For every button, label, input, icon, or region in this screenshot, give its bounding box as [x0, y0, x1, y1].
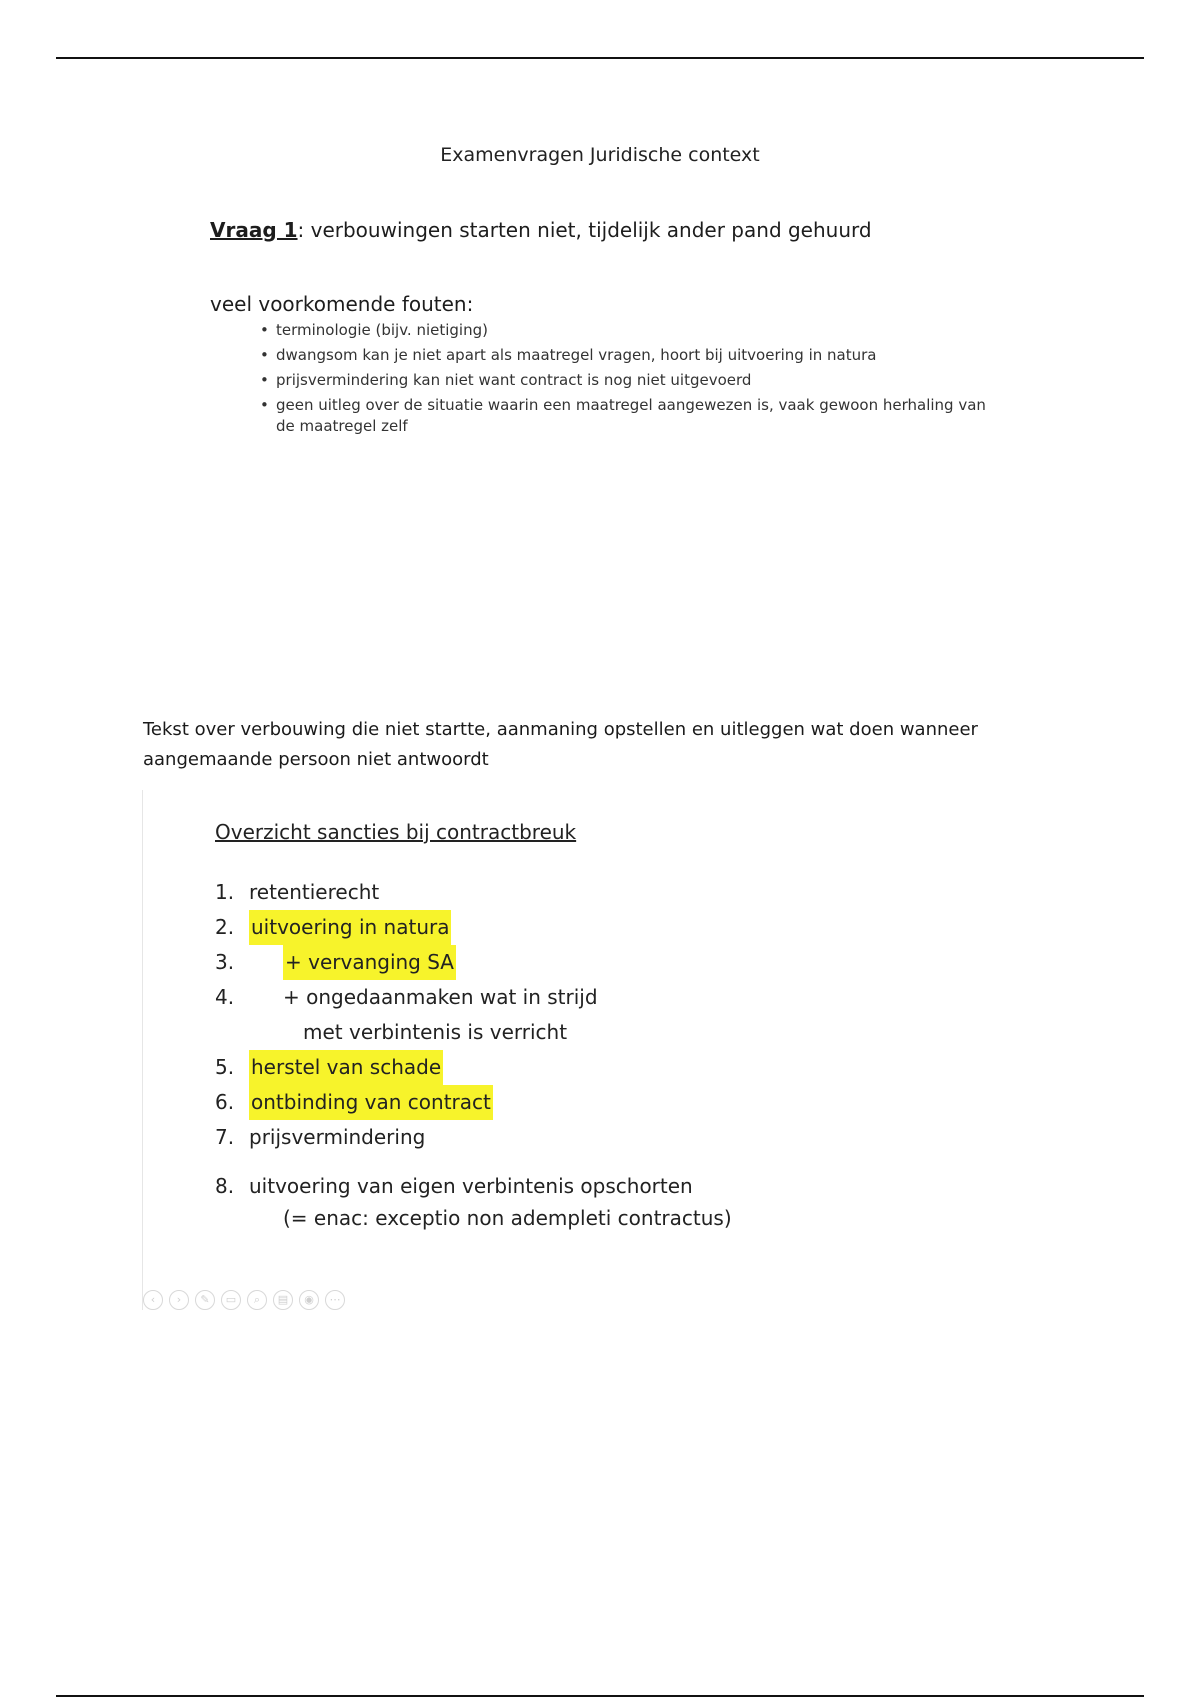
list-item: • terminologie (bijv. nietiging): [260, 321, 488, 339]
bullet-icon: •: [260, 321, 269, 339]
list-item: 1. retentierecht: [215, 880, 380, 904]
list-item: 8. uitvoering van eigen verbintenis opschorten: [215, 1174, 693, 1198]
list-item: 7. prijsvermindering: [215, 1125, 426, 1149]
previous-icon: ‹: [143, 1290, 163, 1310]
bottom-rule: [56, 1695, 1144, 1697]
slide-question-1: [150, 200, 1050, 690]
highlighted-text: uitvoering in natura: [249, 910, 451, 945]
more-icon: ⋯: [325, 1290, 345, 1310]
highlighted-text: ontbinding van contract: [249, 1085, 493, 1120]
overview-title: Overzicht sancties bij contractbreuk: [215, 820, 577, 844]
list-item: • geen uitleg over de situatie waarin een maatregel aangewezen is, vaak gewoon herhaling van de maatregel zelf: [260, 396, 986, 435]
list-item: 4. + ongedaanmaken wat in strijd: [215, 985, 598, 1009]
list-item-continuation: (= enac: exceptio non adempleti contractus): [283, 1206, 732, 1230]
intro-paragraph: Tekst over verbouwing die niet startte, aanmaning opstellen en uitleggen wat doen wanneer aangemaande persoon niet antwoordt: [143, 719, 978, 770]
highlighted-text: herstel van schade: [249, 1050, 443, 1085]
list-item: • dwangsom kan je niet apart als maatregel vragen, hoort bij uitvoering in natura: [260, 346, 877, 364]
top-rule: [56, 57, 1144, 59]
document-title: Examenvragen Juridische context: [440, 144, 760, 166]
list-item-continuation: met verbintenis is verricht: [303, 1020, 568, 1044]
errors-heading: veel voorkomende fouten:: [210, 292, 474, 316]
highlighted-text: + vervanging SA: [283, 945, 456, 980]
list-item: 6. ontbinding van contract: [215, 1085, 732, 1120]
pen-icon: ✎: [195, 1290, 215, 1310]
slide-toolbar: [143, 1290, 345, 1310]
list-item: 3. + vervanging SA: [215, 945, 732, 980]
bullet-icon: •: [260, 346, 269, 364]
question-label: Vraag 1: [210, 218, 298, 242]
sanctions-list: [215, 875, 732, 1232]
question-line: [210, 218, 872, 242]
bullet-icon: •: [260, 396, 269, 414]
question-text: : verbouwingen starten niet, tijdelijk ander pand gehuurd: [297, 218, 872, 242]
bullet-icon: •: [260, 371, 269, 389]
list-item: • prijsvermindering kan niet want contract is nog niet uitgevoerd: [260, 371, 752, 389]
subtitle-icon: ▤: [273, 1290, 293, 1310]
errors-list: [260, 320, 1000, 441]
slide-sanctions-overview: [142, 790, 993, 1310]
zoom-icon: ⌕: [247, 1290, 267, 1310]
next-icon: ›: [169, 1290, 189, 1310]
list-item: 5. herstel van schade: [215, 1050, 732, 1085]
slides-icon: ▭: [221, 1290, 241, 1310]
list-item: 2. uitvoering in natura: [215, 910, 732, 945]
camera-icon: ◉: [299, 1290, 319, 1310]
